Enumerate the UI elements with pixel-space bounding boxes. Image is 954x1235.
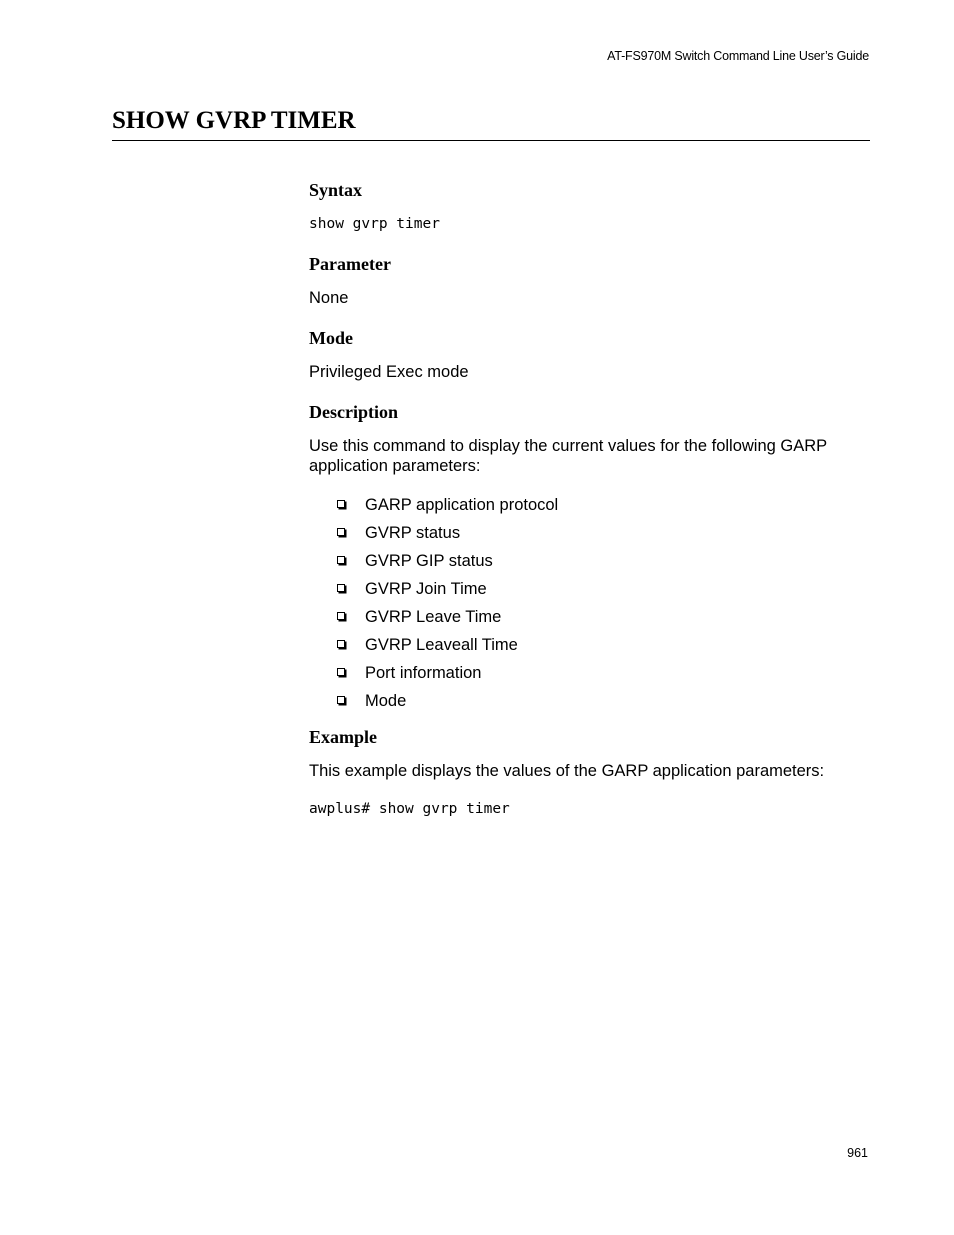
list-item-label: GVRP status (365, 524, 461, 542)
list-item-label: GVRP GIP status (365, 552, 493, 570)
mode-heading: Mode (309, 328, 353, 348)
description-text-line-2: application parameters: (309, 457, 481, 475)
title-divider (112, 140, 870, 141)
checkbox-bullet-icon (337, 696, 345, 704)
syntax-heading: Syntax (309, 180, 363, 200)
mode-text: Privileged Exec mode (309, 363, 469, 381)
example-heading: Example (309, 727, 378, 747)
list-item (337, 523, 870, 551)
checkbox-bullet-icon (337, 528, 345, 536)
list-item-label: GVRP Leave Time (365, 608, 502, 626)
example-text: This example displays the values of the GARP application parameters: (309, 762, 825, 780)
list-item (337, 551, 870, 579)
parameter-list (309, 495, 870, 719)
checkbox-bullet-icon (337, 640, 345, 648)
page-title: SHOW GVRP TIMER (112, 107, 356, 134)
checkbox-bullet-icon (337, 584, 345, 592)
content-body (309, 178, 870, 819)
list-item (337, 663, 870, 691)
list-item-label: GARP application protocol (365, 496, 559, 514)
running-header: AT-FS970M Switch Command Line User’s Guide (607, 49, 869, 63)
checkbox-bullet-icon (337, 500, 345, 508)
checkbox-bullet-icon (337, 668, 345, 676)
description-text (309, 436, 870, 476)
list-item (337, 579, 870, 607)
description-heading: Description (309, 402, 398, 422)
list-item (337, 635, 870, 663)
checkbox-bullet-icon (337, 612, 345, 620)
example-code: awplus# show gvrp timer (309, 801, 510, 817)
list-item-label: GVRP Join Time (365, 580, 487, 598)
description-text-line-1: Use this command to display the current values for the following GARP (309, 437, 828, 455)
list-item-label: Port information (365, 664, 482, 682)
page-number: 961 (847, 1146, 868, 1160)
list-item (337, 691, 870, 719)
list-item-label: Mode (365, 692, 407, 710)
parameter-text: None (309, 289, 349, 307)
list-item (337, 607, 870, 635)
list-item-label: GVRP Leaveall Time (365, 636, 518, 654)
parameter-heading: Parameter (309, 254, 391, 274)
checkbox-bullet-icon (337, 556, 345, 564)
syntax-code: show gvrp timer (309, 216, 440, 232)
list-item (337, 495, 870, 523)
